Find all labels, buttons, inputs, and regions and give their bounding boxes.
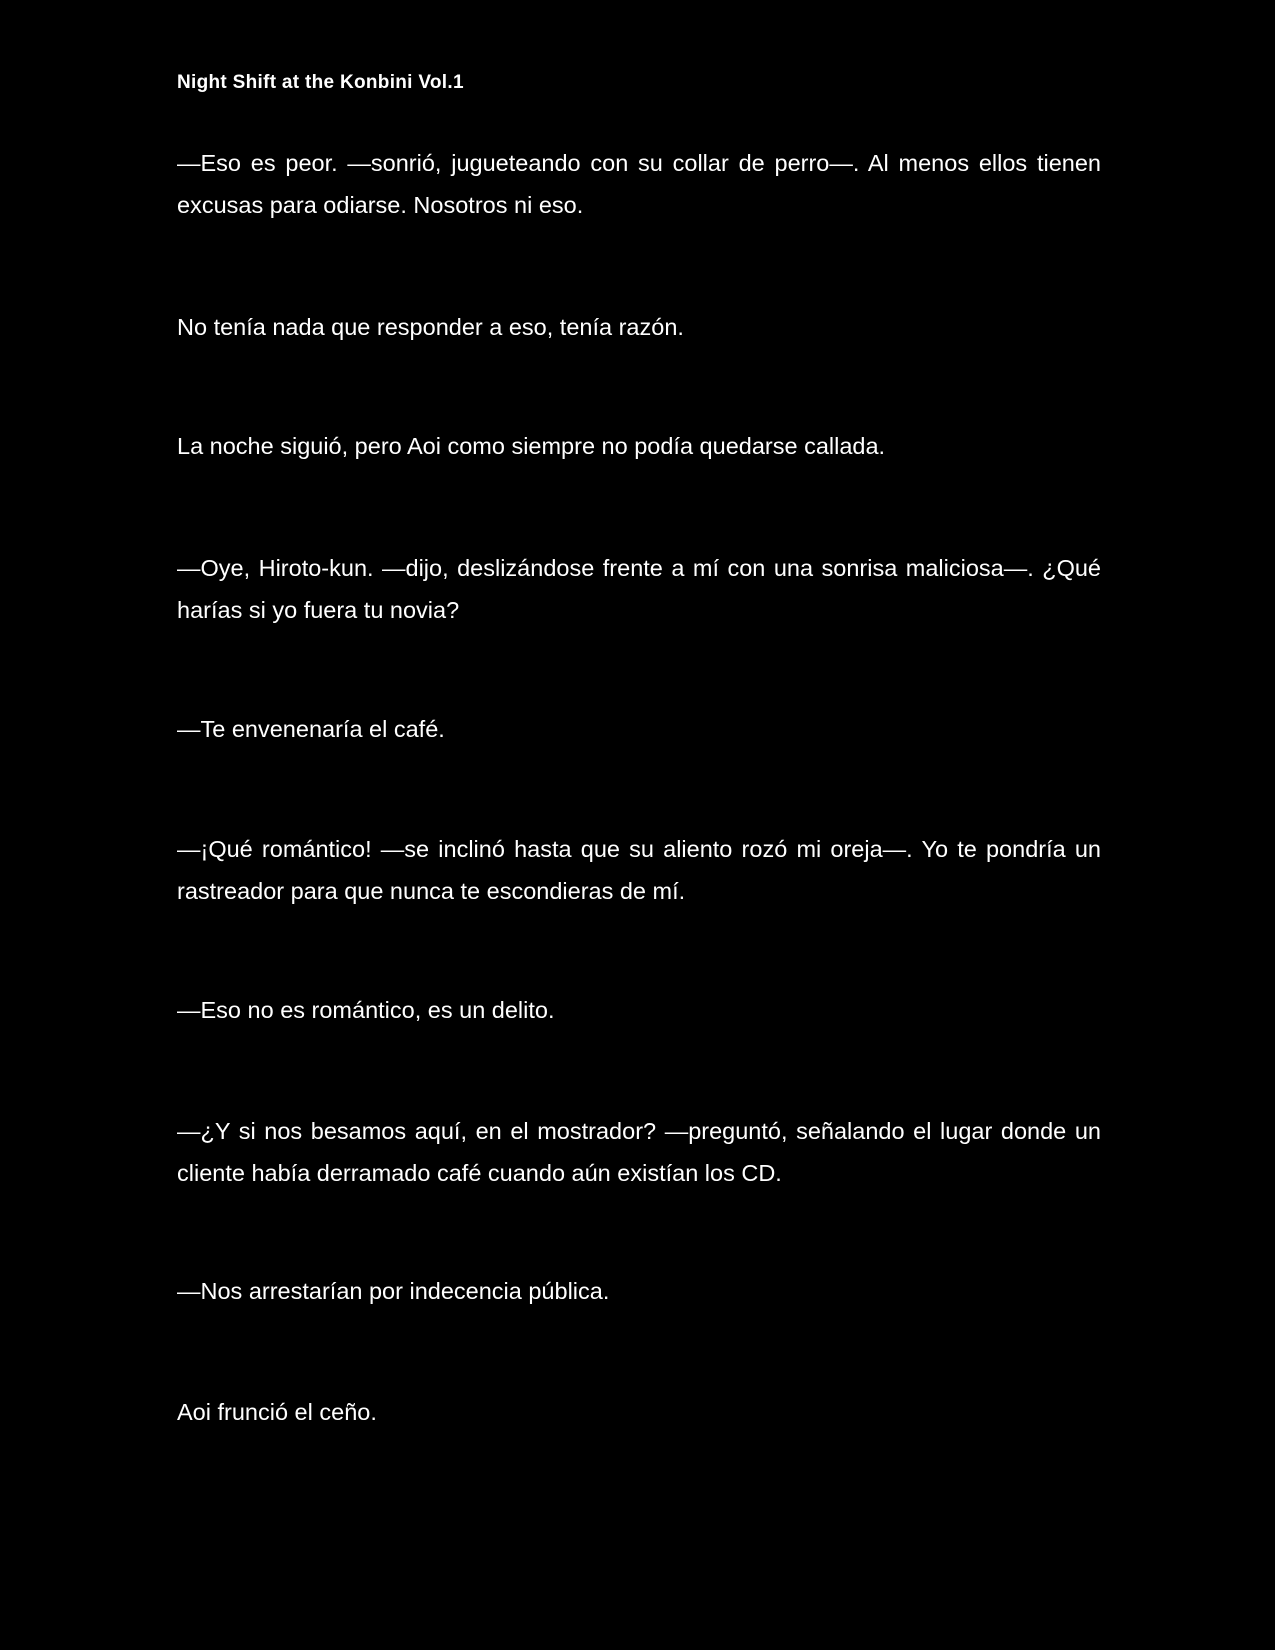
running-header: Night Shift at the Konbini Vol.1 xyxy=(177,72,464,93)
paragraph-4: —Oye, Hiroto-kun. —dijo, deslizándose frente a mí con una sonrisa maliciosa—. ¿Qué harías si yo fuera tu novia? xyxy=(177,555,1101,623)
paragraph-9: —Nos arrestarían por indecencia pública. xyxy=(177,1278,610,1304)
paragraph-7: —Eso no es romántico, es un delito. xyxy=(177,997,555,1023)
paragraph-3: La noche siguió, pero Aoi como siempre no podía quedarse callada. xyxy=(177,433,886,459)
paragraph-5: —Te envenenaría el café. xyxy=(177,716,445,742)
paragraph-8: —¿Y si nos besamos aquí, en el mostrador? —preguntó, señalando el lugar donde un cliente había derramado café cuando aún existían los CD. xyxy=(177,1118,1101,1186)
paragraph-10: Aoi frunció el ceño. xyxy=(177,1399,377,1425)
paragraph-1: —Eso es peor. —sonrió, jugueteando con su collar de perro—. Al menos ellos tienen excusas para odiarse. Nosotros ni eso. xyxy=(177,150,1101,218)
paragraph-2: No tenía nada que responder a eso, tenía razón. xyxy=(177,314,684,340)
paragraph-6: —¡Qué romántico! —se inclinó hasta que su aliento rozó mi oreja—. Yo te pondría un rastreador para que nunca te escondieras de mí. xyxy=(177,836,1101,904)
